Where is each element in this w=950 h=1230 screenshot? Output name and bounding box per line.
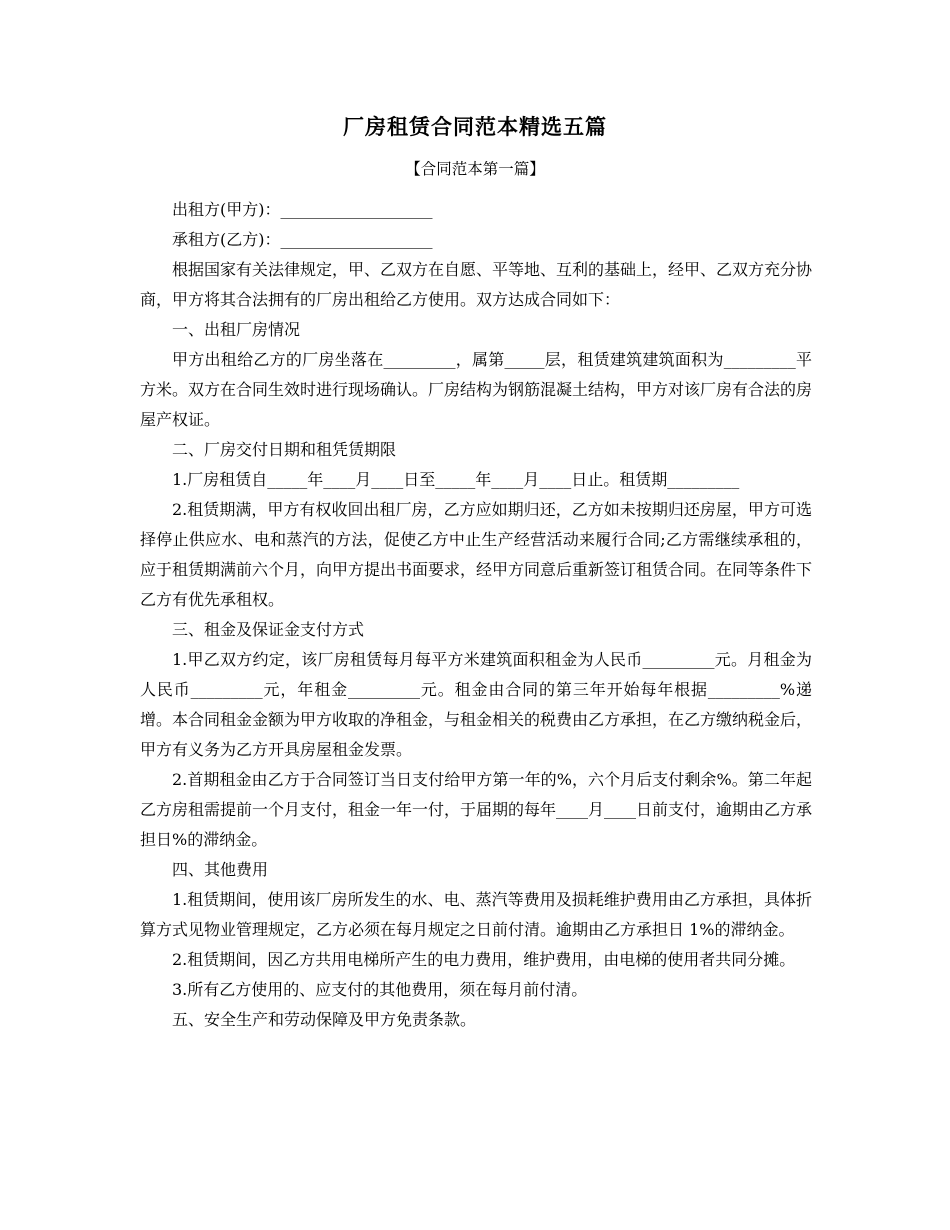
body-paragraph: 1.租赁期间，使用该厂房所发生的水、电、蒸汽等费用及损耗维护费用由乙方承担，具体折算方式见物业管理规定，乙方必须在每月规定之日前付清。逾期由乙方承担日 1%的滞纳金。 [140,890,812,939]
lessee-line: 承租方(乙方)：___________________ [172,230,433,249]
document-title: 厂房租赁合同范本精选五篇 [343,115,607,139]
document-subtitle: 【合同范本第一篇】 [405,160,545,178]
section-heading: 二、厂房交付日期和租凭赁期限 [172,440,397,459]
body-paragraph: 2.首期租金由乙方于合同签订当日支付给甲方第一年的%，六个月后支付剩余%。第二年起乙方房租需提前一个月支付，租金一年一付，于届期的每年____月____日前支付，逾期由乙方承担日%的滞纳金。 [140,770,813,849]
lessor-line: 出租方(甲方)：___________________ [172,200,433,219]
section-heading: 三、租金及保证金支付方式 [172,620,365,639]
document-body [140,195,812,1035]
body-paragraph: 甲方出租给乙方的厂房坐落在_________，属第_____层，租赁建筑建筑面积为_________平方米。双方在合同生效时进行现场确认。厂房结构为钢筋混凝土结构，甲方对该厂房有合法的房屋产权证。 [140,350,813,429]
body-paragraph: 1.甲乙双方约定，该厂房租赁每月每平方米建筑面积租金为人民币_________元。月租金为人民币_________元，年租金_________元。租金由合同的第三年开始每年根据_________%递增。本合同租金金额为甲方收取的净租金，与租金相关的税费由乙方承担，在乙方缴纳税金后，甲方有义务为乙方开具房屋租金发票。 [140,650,813,759]
body-paragraph: 2.租赁期满，甲方有权收回出租厂房，乙方应如期归还，乙方如未按期归还房屋，甲方可选择停止供应水、电和蒸汽的方法，促使乙方中止生产经营活动来履行合同;乙方需继续承租的，应于租赁期满前六个月，向甲方提出书面要求，经甲方同意后重新签订租赁合同。在同等条件下乙方有优先承租权。 [140,500,813,609]
preamble-paragraph: 根据国家有关法律规定，甲、乙双方在自愿、平等地、互利的基础上，经甲、乙双方充分协商，甲方将其合法拥有的厂房出租给乙方使用。双方达成合同如下： [140,260,813,309]
section-heading: 四、其他费用 [172,860,269,879]
section-heading: 五、安全生产和劳动保障及甲方免责条款。 [172,1010,477,1029]
section-heading: 一、出租厂房情况 [172,320,301,339]
body-paragraph: 2.租赁期间，因乙方共用电梯所产生的电力费用，维护费用，由电梯的使用者共同分摊。 [172,950,796,969]
body-paragraph: 3.所有乙方使用的、应支付的其他费用，须在每月前付清。 [172,980,588,999]
body-paragraph: 1.厂房租赁自_____年____月____日至_____年____月____日止。租赁期_________ [172,470,740,489]
